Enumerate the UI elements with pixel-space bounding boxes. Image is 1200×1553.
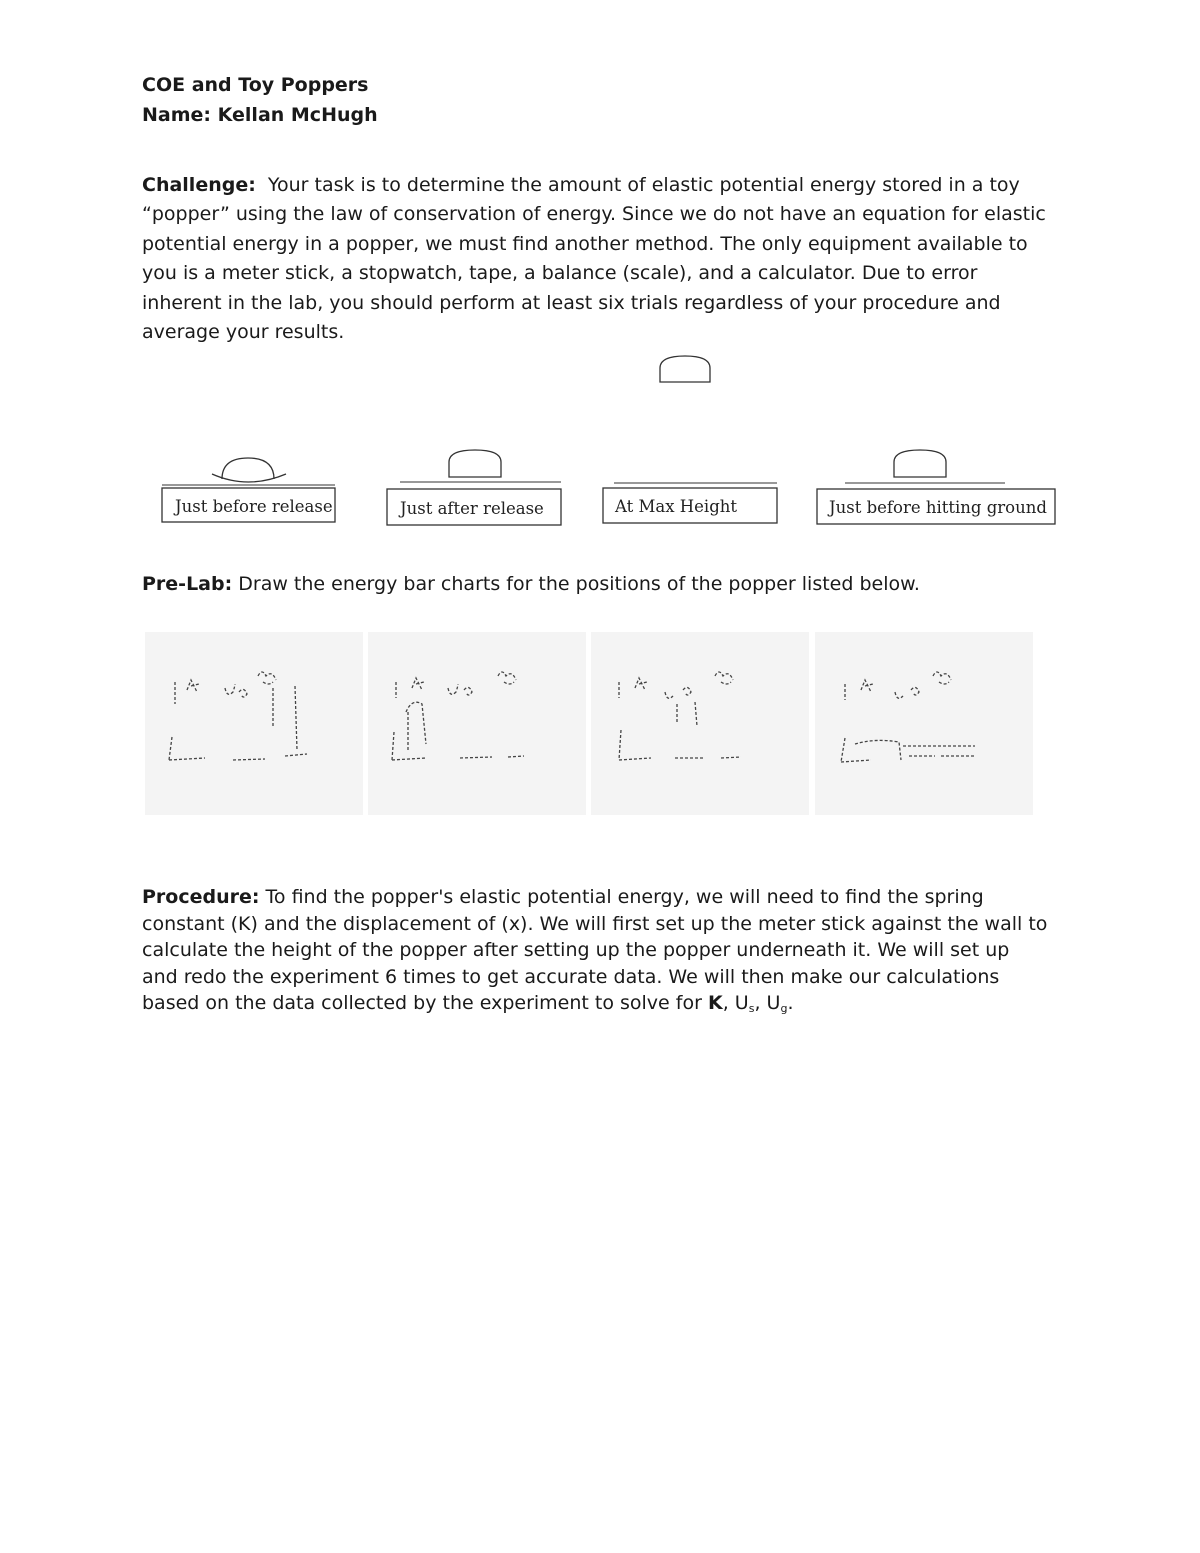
procedure-line: and redo the experiment 6 times to get accurate data. We will then make our calculations (142, 965, 1000, 988)
challenge-line: potential energy in a popper, we must find another method. The only equipment available to (142, 232, 1028, 255)
var-ug: U (766, 992, 781, 1015)
procedure-line: To find the popper's elastic potential energy, we will need to find the spring (265, 886, 984, 908)
name-value: Kellan McHugh (217, 104, 378, 126)
challenge-line: inherent in the lab, you should perform at least six trials regardless of your procedure and (142, 291, 1001, 314)
procedure-line: calculate the height of the popper after setting up the popper underneath it. We will set up (142, 939, 1010, 962)
position-label: At Max Height (615, 497, 738, 516)
procedure-line: constant (K) and the displacement of (x). We will first set up the meter stick against the wall to (142, 912, 1048, 935)
procedure-paragraph (142, 884, 1062, 1017)
procedure-line (142, 990, 1062, 1017)
challenge-line: Your task is to determine the amount of elastic potential energy stored in a toy (267, 174, 1020, 196)
challenge-line: average your results. (142, 321, 345, 344)
challenge-label: Challenge: (142, 174, 256, 196)
document-title: COE and Toy Poppers (142, 74, 369, 96)
var-k: K (707, 992, 723, 1015)
var-us: U (734, 992, 749, 1015)
handdrawn-chart (591, 632, 809, 815)
prelab-text: Draw the energy bar charts for the positions of the popper listed below. (238, 573, 920, 595)
procedure-label: Procedure: (142, 886, 260, 908)
name-label: Name: (142, 104, 212, 126)
position-label: Just before release (175, 497, 333, 516)
handdrawn-chart (368, 632, 586, 815)
popper-icon (660, 356, 710, 382)
position-label: Just before hitting ground (829, 498, 1047, 517)
separator: , (722, 992, 735, 1015)
popper-icon (894, 450, 946, 477)
challenge-line: you is a meter stick, a stopwatch, tape, a balance (scale), and a calculator. Due to error (142, 262, 978, 285)
prelab-label: Pre-Lab: (142, 573, 233, 595)
position-label: Just after release (400, 499, 544, 518)
energy-bar-chart-drawing (145, 632, 363, 815)
popper-icon (222, 458, 274, 479)
popper-positions-figure (0, 0, 1200, 560)
popper-icon (449, 450, 501, 477)
energy-bar-chart-drawing (591, 632, 809, 815)
popper-rim (212, 474, 286, 482)
challenge-line: “popper” using the law of conservation of energy. Since we do not have an equation for elastic (142, 203, 1046, 226)
var-ug-sub: g (780, 1002, 788, 1016)
var-us-sub: s (748, 1002, 755, 1016)
prelab-line (142, 570, 920, 599)
handdrawn-chart (145, 632, 363, 815)
energy-bar-chart-drawing (815, 632, 1033, 815)
procedure-line-text: based on the data collected by the experiment to solve for (142, 992, 702, 1015)
handdrawn-chart (815, 632, 1033, 815)
period: . (787, 992, 794, 1015)
energy-bar-chart-drawing (368, 632, 586, 815)
separator: , (754, 992, 767, 1015)
